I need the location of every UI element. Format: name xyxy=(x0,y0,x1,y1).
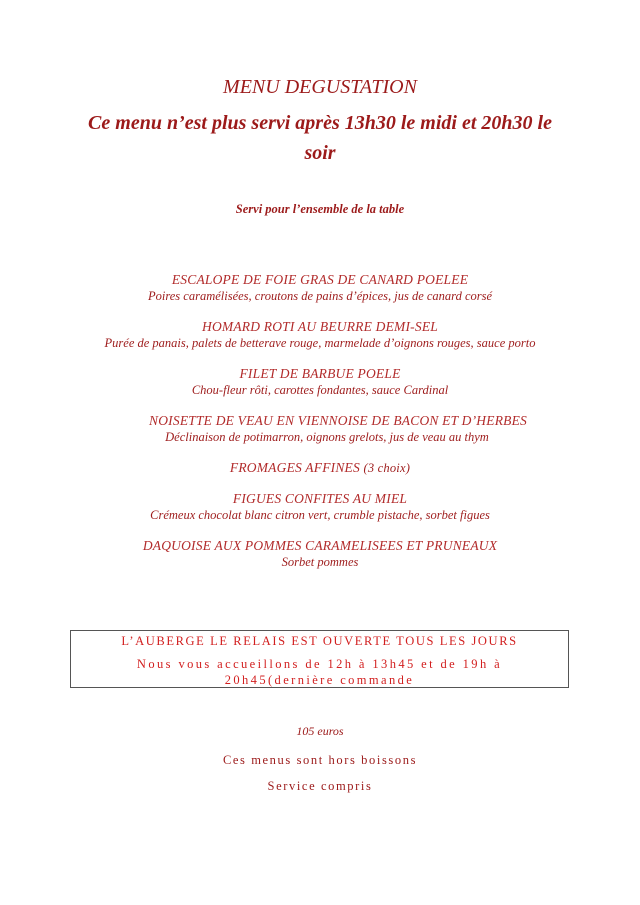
course-name: FROMAGES AFFINES xyxy=(229,460,360,475)
open-days-text: L’AUBERGE LE RELAIS EST OUVERTE TOUS LES JOURS xyxy=(121,634,518,648)
course-description: Chou-fleur rôti, carottes fondantes, sauce Cardinal xyxy=(191,383,449,397)
course-name: ESCALOPE DE FOIE GRAS DE CANARD POELEE xyxy=(171,272,469,287)
course-name-line xyxy=(0,459,640,477)
course-note: (3 choix) xyxy=(363,461,411,475)
served-note: Servi pour l’ensemble de la table xyxy=(235,202,405,216)
service-note: Service compris xyxy=(267,779,373,793)
course-item xyxy=(0,537,640,571)
opening-hours-box xyxy=(70,630,569,688)
course-description: Sorbet pommes xyxy=(281,555,359,569)
course-description: Déclinaison de potimarron, oignons grelots, jus de veau au thym xyxy=(165,430,489,444)
course-name: NOISETTE DE VEAU EN VIENNOISE DE BACON ET D’HERBES xyxy=(149,413,527,428)
course-item xyxy=(0,490,640,524)
course-description: Poires caramélisées, croutons de pains d’épices, jus de canard corsé xyxy=(147,289,493,303)
course-name: DAQUOISE AUX POMMES CARAMELISEES ET PRUNEAUX xyxy=(142,538,498,553)
course-name: FIGUES CONFITES AU MIEL xyxy=(232,491,408,506)
menu-subtitle: Ce menu n’est plus servi après 13h30 le midi et 20h30 le soir xyxy=(88,112,552,164)
course-item xyxy=(0,365,640,399)
course-name: HOMARD ROTI AU BEURRE DEMI-SEL xyxy=(202,319,438,334)
course-name: FILET DE BARBUE POELE xyxy=(239,366,401,381)
course-item xyxy=(0,271,640,305)
drinks-note: Ces menus sont hors boissons xyxy=(222,753,418,767)
course-list xyxy=(0,271,640,584)
course-description: Crémeux chocolat blanc citron vert, crumble pistache, sorbet figues xyxy=(150,508,490,522)
opening-hours-text: Nous vous accueillons de 12h à 13h45 et de 19h à 20h45(dernière commande xyxy=(136,657,503,687)
course-item xyxy=(0,412,640,446)
menu-title: MENU DEGUSTATION xyxy=(223,76,417,98)
course-item xyxy=(0,318,640,352)
menu-price: 105 euros xyxy=(296,724,344,738)
course-item xyxy=(0,459,640,477)
course-description: Purée de panais, palets de betterave rouge, marmelade d’oignons rouges, sauce porto xyxy=(104,336,536,350)
